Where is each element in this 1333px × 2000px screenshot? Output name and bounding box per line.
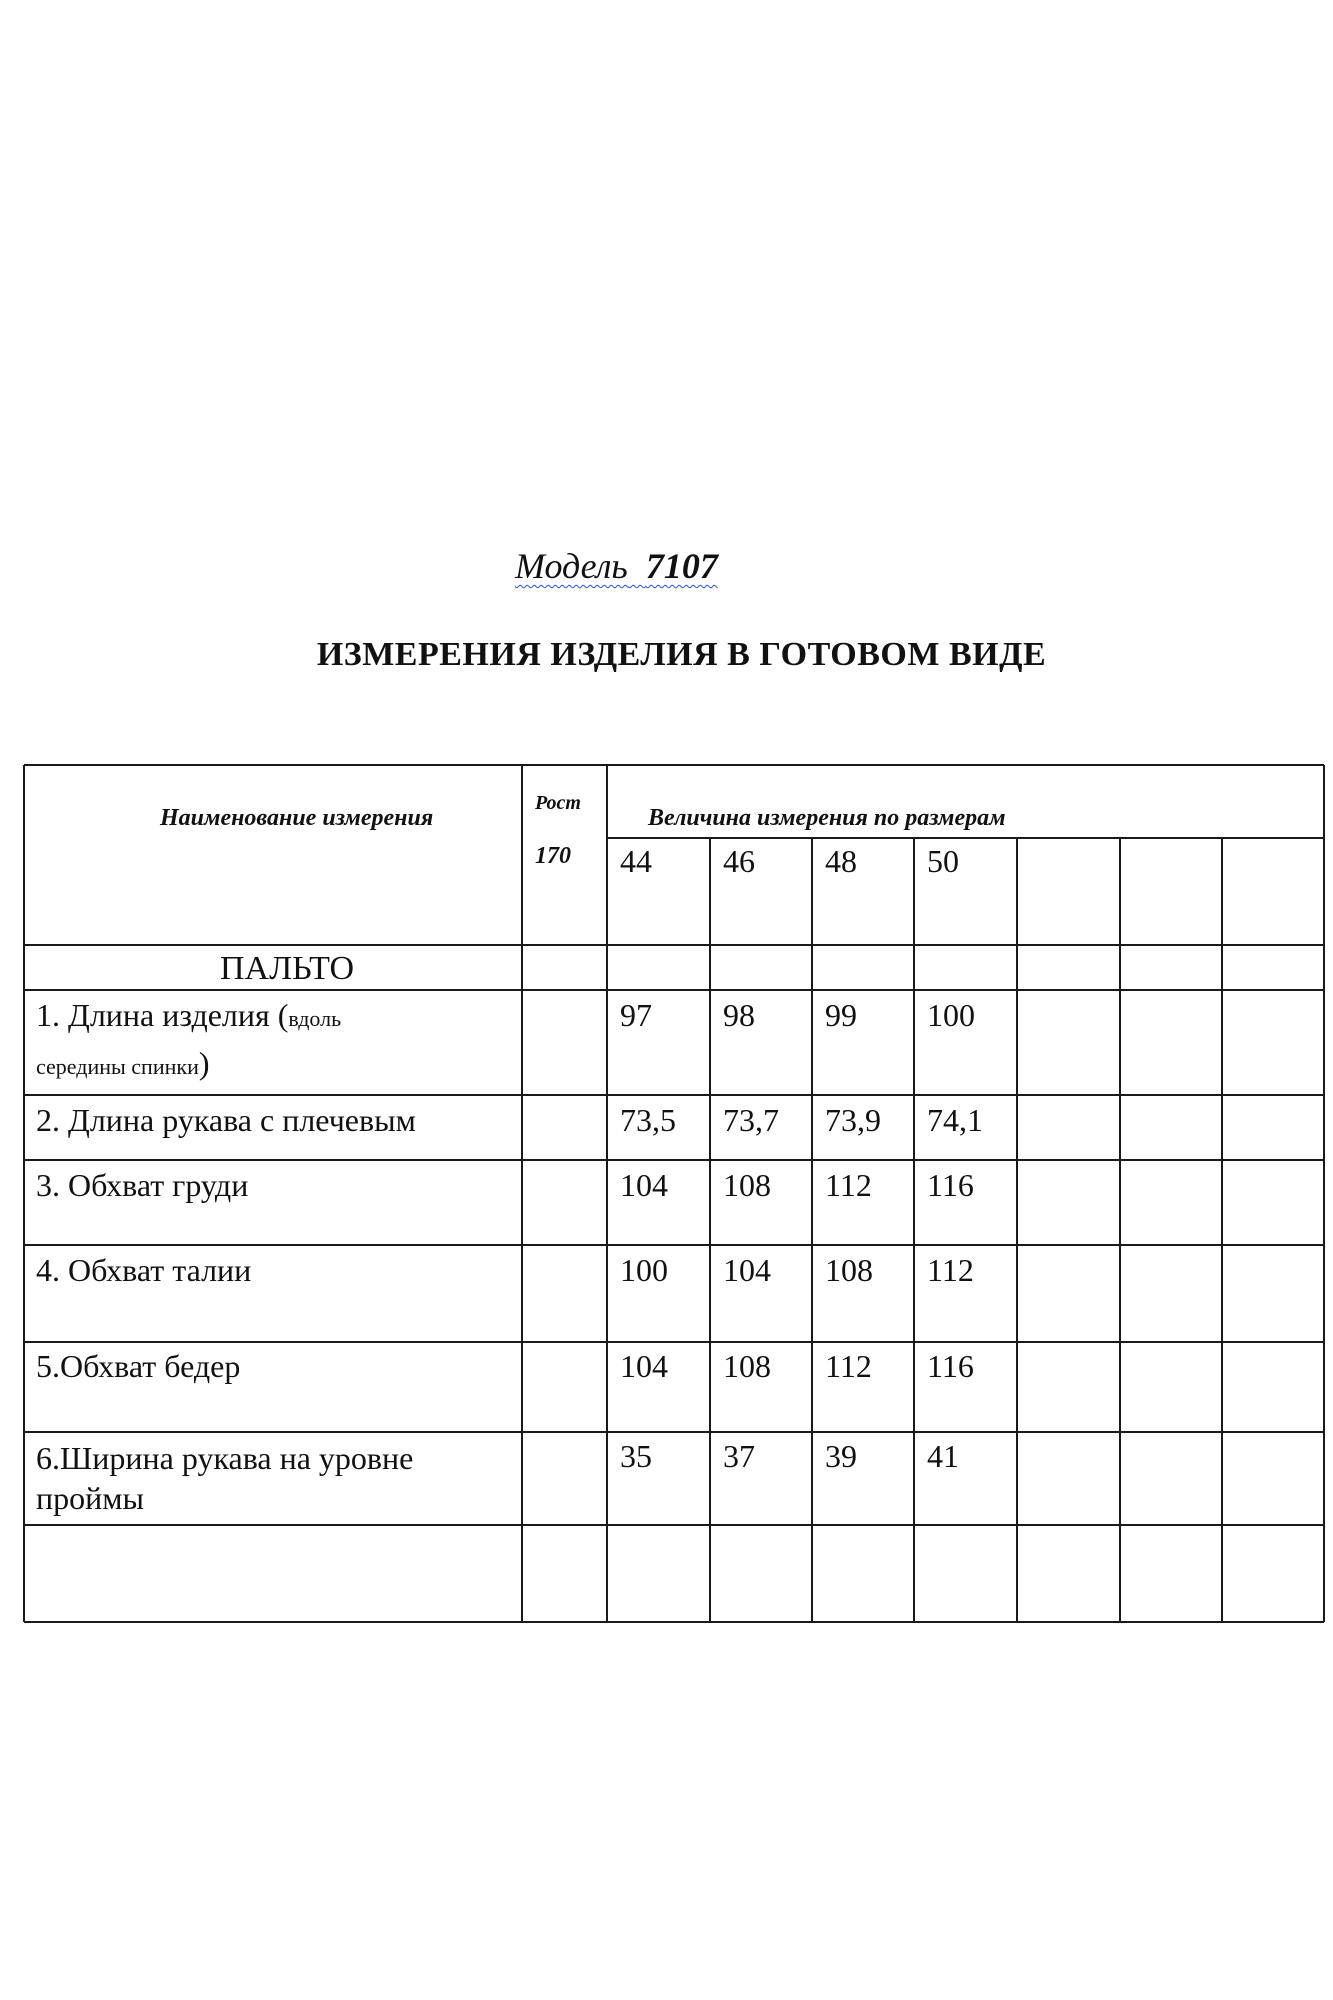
row-label: 3. Обхват груди [36, 1167, 249, 1203]
size-46: 46 [723, 843, 755, 879]
table-cell: 112 [825, 1167, 872, 1203]
header-rost-label: Рост [535, 792, 581, 814]
size-50: 50 [927, 843, 959, 879]
header-rost-value: 170 [535, 843, 571, 869]
model-number: 7107 [645, 546, 718, 586]
table-cell: 97 [620, 997, 652, 1033]
table-cell: 74,1 [927, 1102, 983, 1138]
table-cell: 108 [723, 1167, 771, 1203]
model-label-text: Модель [515, 546, 628, 586]
table-cell: 41 [927, 1438, 959, 1474]
table-cell: 116 [927, 1348, 974, 1384]
table-cell: 37 [723, 1438, 755, 1474]
table-cell: 73,5 [620, 1102, 676, 1138]
header-size-values: Величина измерения по размерам [648, 805, 1006, 831]
row-label: 2. Длина рукава с плечевым [36, 1102, 416, 1138]
table-cell: 112 [927, 1252, 974, 1288]
size-48: 48 [825, 843, 857, 879]
table-cell: 35 [620, 1438, 652, 1474]
table-cell: 104 [620, 1167, 668, 1203]
table-cell: 108 [723, 1348, 771, 1384]
table-cell: 98 [723, 997, 755, 1033]
document-title: ИЗМЕРЕНИЯ ИЗДЕЛИЯ В ГОТОВОМ ВИДЕ [316, 636, 1047, 673]
section-title: ПАЛЬТО [220, 950, 355, 987]
table-cell: 104 [723, 1252, 771, 1288]
size-44: 44 [620, 843, 652, 879]
table-cell: 112 [825, 1348, 872, 1384]
table-cell: 73,9 [825, 1102, 881, 1138]
table-cell: 104 [620, 1348, 668, 1384]
table-cell: 100 [620, 1252, 668, 1288]
row-label: 5.Обхват бедер [36, 1348, 241, 1384]
table-cell: 108 [825, 1252, 873, 1288]
table-cell: 39 [825, 1438, 857, 1474]
row-label: 1. Длина изделия (вдоль [36, 997, 342, 1033]
row-label-line2: середины спинки) [36, 1045, 210, 1081]
model-label [515, 545, 718, 587]
table-cell: 99 [825, 997, 857, 1033]
header-measurement-name: Наименование измерения [160, 805, 434, 831]
table-cell: 73,7 [723, 1102, 779, 1138]
row-label: 4. Обхват талии [36, 1252, 252, 1288]
table-cell: 100 [927, 997, 975, 1033]
row-label: 6.Ширина рукава на уровне проймы [36, 1440, 414, 1516]
table-cell: 116 [927, 1167, 974, 1203]
